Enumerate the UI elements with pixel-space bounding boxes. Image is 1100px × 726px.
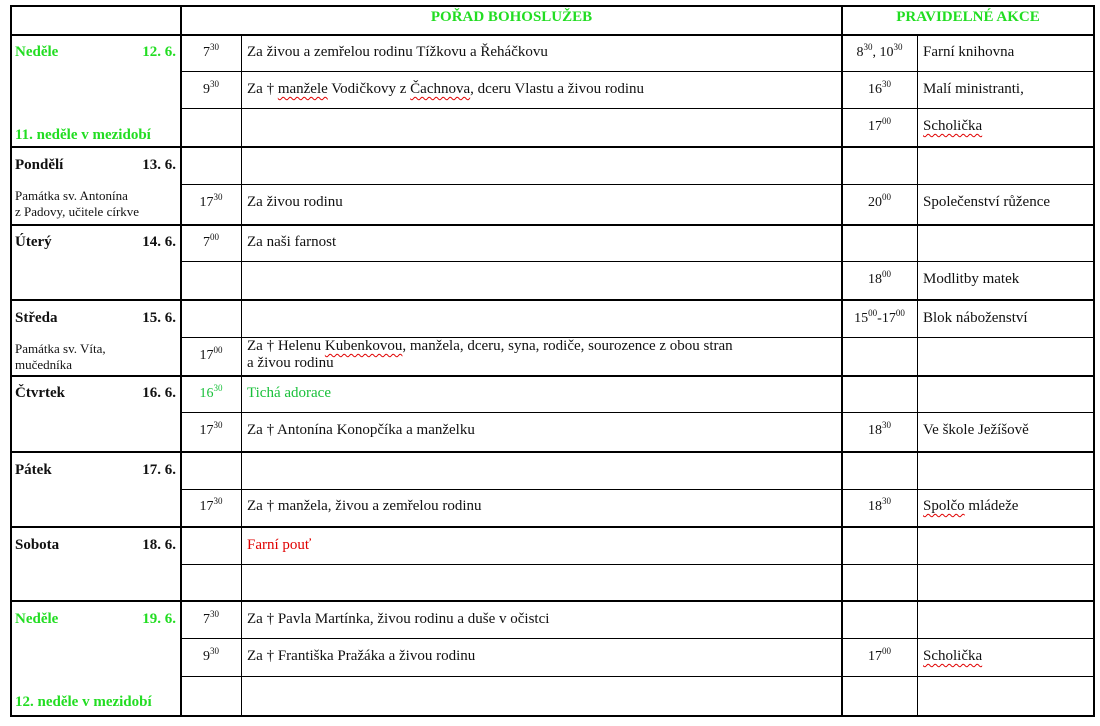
day-date: 12. 6. [142, 44, 176, 60]
day-date: 15. 6. [142, 310, 176, 326]
day-date: 18. 6. [142, 537, 176, 553]
mass-time: $7^{30}$ [203, 609, 219, 627]
day-name: Pondělí [15, 157, 64, 173]
mass-intention: Za † manžele Vodičkovy z Čachnova, dceru Vlastu a živou rodinu [247, 81, 645, 97]
day-name: Sobota [15, 537, 60, 553]
row-divider [10, 34, 1095, 36]
row-divider [181, 638, 1095, 639]
pilgrimage-label: Farní pouť [247, 537, 312, 553]
row-divider [181, 108, 1095, 109]
day-divider [10, 146, 1095, 148]
activity-time: $17^{00}$ [868, 116, 891, 134]
table-border-left [10, 5, 12, 717]
activity-time: $18^{30}$ [868, 496, 891, 514]
table-border-top [10, 5, 1095, 7]
mass-time: $17^{00}$ [199, 345, 223, 363]
mass-intention: Za † Helenu Kubenkovou, manžela, dceru, syna, rodiče, sourozence z obou stran a živou rodinu [247, 338, 733, 371]
day-name: Středa [15, 310, 58, 326]
mass-intention: Za živou a zemřelou rodinu Tížkovu a Řeháčkovu [247, 44, 548, 60]
activity-time: $18^{30}$ [868, 420, 891, 438]
activity-label: Malí ministranti, [923, 81, 1024, 97]
mass-time: $9^{30}$ [203, 646, 219, 664]
activity-time: $18^{00}$ [868, 269, 891, 287]
day-name: Neděle [15, 611, 59, 627]
activity-label: Scholička [923, 118, 983, 134]
mass-time: $9^{30}$ [203, 79, 219, 97]
day-date: 16. 6. [142, 385, 176, 401]
activity-label: Modlitby matek [923, 271, 1020, 287]
activity-time: $17^{00}$ [868, 646, 891, 664]
day-divider [10, 299, 1095, 301]
mass-intention: Za † manžela, živou a zemřelou rodinu [247, 498, 482, 514]
day-name: Úterý [15, 234, 52, 250]
activity-label: Farní knihovna [923, 44, 1015, 60]
adoration-label: Tichá adorace [247, 385, 331, 401]
day-name: Pátek [15, 462, 52, 478]
feast-note: Památka sv. Víta, mučedníka [15, 341, 106, 372]
sunday-note: 11. neděle v mezidobí [15, 127, 151, 143]
row-divider [181, 489, 1095, 490]
feast-note: Památka sv. Antonína z Padovy, učitele církve [15, 188, 140, 219]
activity-label: Ve škole Ježíšově [923, 422, 1029, 438]
mass-intention: Za † Pavla Martínka, živou rodinu a duše v očistci [247, 611, 550, 627]
activity-label: Spolčo mládeže [923, 498, 1019, 514]
activity-label: Scholička [923, 648, 983, 664]
row-divider [181, 71, 1095, 72]
adoration-time: $16^{30}$ [199, 383, 223, 401]
day-name: Čtvrtek [15, 385, 65, 401]
day-divider [10, 600, 1095, 602]
row-divider [181, 261, 1095, 262]
day-name: Neděle [15, 44, 59, 60]
day-date: 19. 6. [142, 611, 176, 627]
day-date: 14. 6. [142, 234, 176, 250]
mass-time: $7^{30}$ [203, 42, 219, 60]
activity-label: Blok náboženství [923, 310, 1028, 326]
activity-label: Společenství růžence [923, 194, 1051, 210]
activity-time: $15^{00}-17^{00}$ [854, 308, 905, 326]
activity-time: $16^{30}$ [868, 79, 891, 97]
day-date: 17. 6. [142, 462, 176, 478]
activity-time: $8^{30}$, $10^{30}$ [856, 42, 903, 60]
column-divider [917, 35, 918, 716]
day-divider [10, 451, 1095, 453]
day-divider [10, 375, 1095, 377]
sunday-note: 12. neděle v mezidobí [15, 694, 152, 710]
activities-header: PRAVIDELNÉ AKCE [896, 9, 1040, 25]
mass-time: $17^{30}$ [199, 192, 223, 210]
table-border-right [1093, 5, 1095, 717]
mass-intention: Za živou rodinu [247, 194, 343, 210]
mass-time: $7^{00}$ [203, 232, 219, 250]
row-divider [181, 412, 1095, 413]
column-divider [841, 5, 843, 717]
mass-time: $17^{30}$ [199, 496, 223, 514]
table-border-bottom [10, 715, 1095, 717]
row-divider [181, 564, 1095, 565]
mass-time: $17^{30}$ [199, 420, 223, 438]
services-header: POŘAD BOHOSLUŽEB [430, 9, 593, 25]
mass-intention: Za naši farnost [247, 234, 337, 250]
activity-time: $20^{00}$ [868, 192, 891, 210]
row-divider [181, 676, 1095, 677]
day-divider [10, 526, 1095, 528]
mass-intention: Za † Františka Pražáka a živou rodinu [247, 648, 476, 664]
mass-intention: Za † Antonína Konopčíka a manželku [247, 422, 475, 438]
row-divider [181, 184, 1095, 185]
day-date: 13. 6. [142, 157, 176, 173]
column-divider [241, 35, 242, 716]
day-divider [10, 224, 1095, 226]
